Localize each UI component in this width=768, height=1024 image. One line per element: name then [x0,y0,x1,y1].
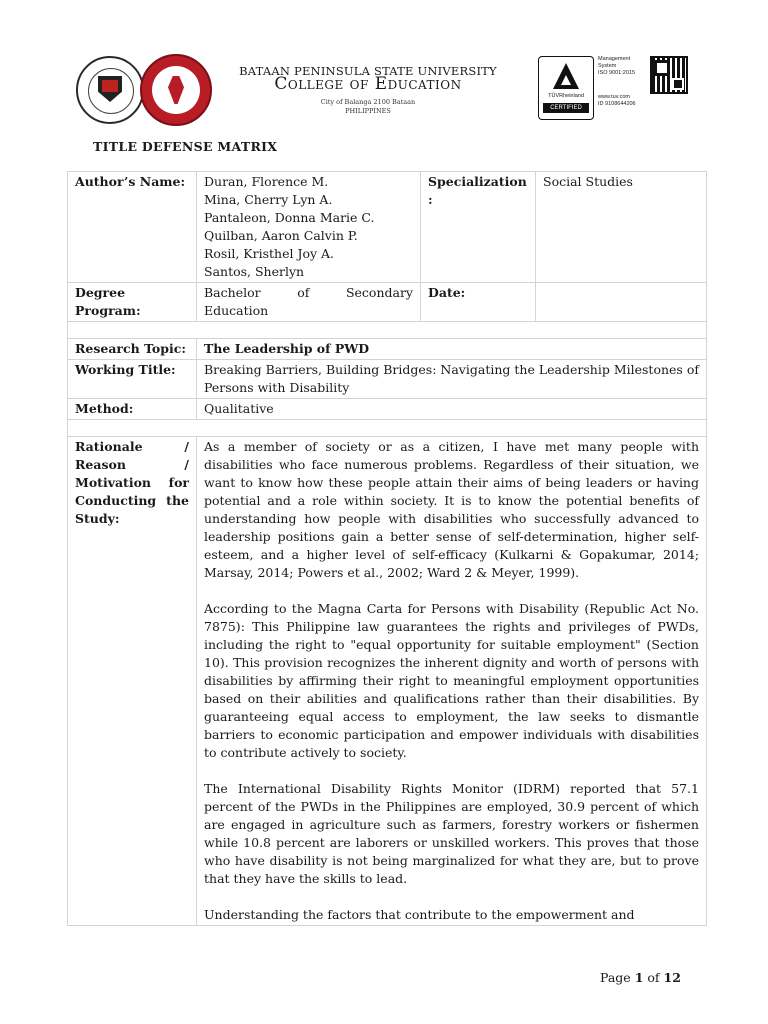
author-label: Author’s Name: [68,172,197,283]
certification-web [598,94,688,108]
research-topic-label: Research Topic: [68,339,197,360]
page-word: Page [600,970,631,985]
college-seal-logo [140,54,212,126]
address-line-1: City of Balanga 2100 Bataan [320,98,416,106]
degree-value: Bachelor of Secondary Education [197,283,421,322]
mgmt-line-3: ISO 9001:2015 [598,70,636,76]
rationale-paragraph: As a member of society or as a citizen, I have met many people with disabilities who face numerous problems. Regardless of their situation, we want to know how these people attain their aims of being leaders or having potential and a role within society. It is to know the potential benefits of understanding how people with disabilities who successfully advanced to leadership positions gain a better sense of self-determination, higher self-esteem, and a higher level of self-efficacy (Kulkarni & Gopakumar, 2014; Marsay, 2014; Powers et al., 2002; Ward 2 & Meyer, 1999). [204,439,699,580]
address-line-2: PHILIPPINES [345,107,391,115]
author-list [197,172,421,283]
date-label: Date: [421,283,536,322]
page-current: 1 [634,970,644,985]
of-word: of [647,970,660,985]
author-name: Santos, Sherlyn [204,264,305,279]
author-row [68,172,707,283]
certified-label: CERTIFIED [543,103,589,113]
date-value [536,283,707,322]
tuv-triangle-icon [553,63,579,89]
page-number [600,970,681,985]
degree-row [68,283,707,322]
degree-label: Degree Program: [68,283,197,322]
tuv-brand: TÜVRheinland [548,93,584,99]
author-name: Quilban, Aaron Calvin P. [204,228,358,243]
page-total: 12 [663,970,681,985]
specialization-value: Social Studies [536,172,707,283]
rationale-body [197,437,707,926]
author-name: Pantaleon, Donna Marie C. [204,210,375,225]
college-name: College of Education [274,74,462,94]
method-row [68,399,707,420]
working-title-label: Working Title: [68,360,197,399]
spacer-row [68,322,707,339]
rationale-label: Rationale / Reason / Motivation for Conducting the Study: [68,437,197,926]
title-defense-matrix-table [67,171,707,926]
college-address [226,98,510,116]
rationale-paragraph: Understanding the factors that contribute to the empowerment and [204,907,635,922]
working-title-value: Breaking Barriers, Building Bridges: Navigating the Leadership Milestones of Persons with Disability [197,360,707,399]
author-name: Rosil, Kristhel Joy A. [204,246,335,261]
spacer-row [68,420,707,437]
specialization-label: Specialization : [421,172,536,283]
management-system-label [598,56,646,77]
method-label: Method: [68,399,197,420]
mgmt-line-1: Management [598,56,631,62]
university-seal-logo [76,56,144,124]
author-name: Mina, Cherry Lyn A. [204,192,333,207]
mgmt-line-2: System [598,63,617,69]
research-topic-value: The Leadership of PWD [197,339,707,360]
cert-id: ID 9108644206 [598,101,636,107]
cert-website: www.tuv.com [598,94,630,100]
university-name: BATAAN PENINSULA STATE UNIVERSITY [239,64,497,78]
rationale-row [68,437,707,926]
qr-code-icon [650,56,688,94]
tuv-certification-logo [538,56,594,120]
document-title: TITLE DEFENSE MATRIX [93,139,278,154]
rationale-paragraph: The International Disability Rights Monitor (IDRM) reported that 57.1 percent of the PWDs in the Philippines are employed, 30.9 percent of which are engaged in agriculture such as farmers, forestry workers or fishermen while 10.8 percent are laborers or unskilled workers. This proves that those who have disability is not being marginalized for what they are, but to prove that they have the skills to lead. [204,781,699,886]
research-topic-row [68,339,707,360]
method-value: Qualitative [197,399,707,420]
rationale-paragraph: According to the Magna Carta for Persons with Disability (Republic Act No. 7875): This Philippine law guarantees the rights and privileges of PWDs, including the right to "equal opportunity for suitable employment" (Section 10). This provision recognizes the inherent dignity and worth of persons with disabilities by affirming their right to meaningful employment opportunities based on their abilities and qualifications rather than their disabilities. By guaranteeing equal access to employment, the law seeks to dismantle barriers to economic participation and empower individuals with disabilities to contribute actively to society. [204,601,699,760]
author-name: Duran, Florence M. [204,174,329,189]
working-title-row [68,360,707,399]
